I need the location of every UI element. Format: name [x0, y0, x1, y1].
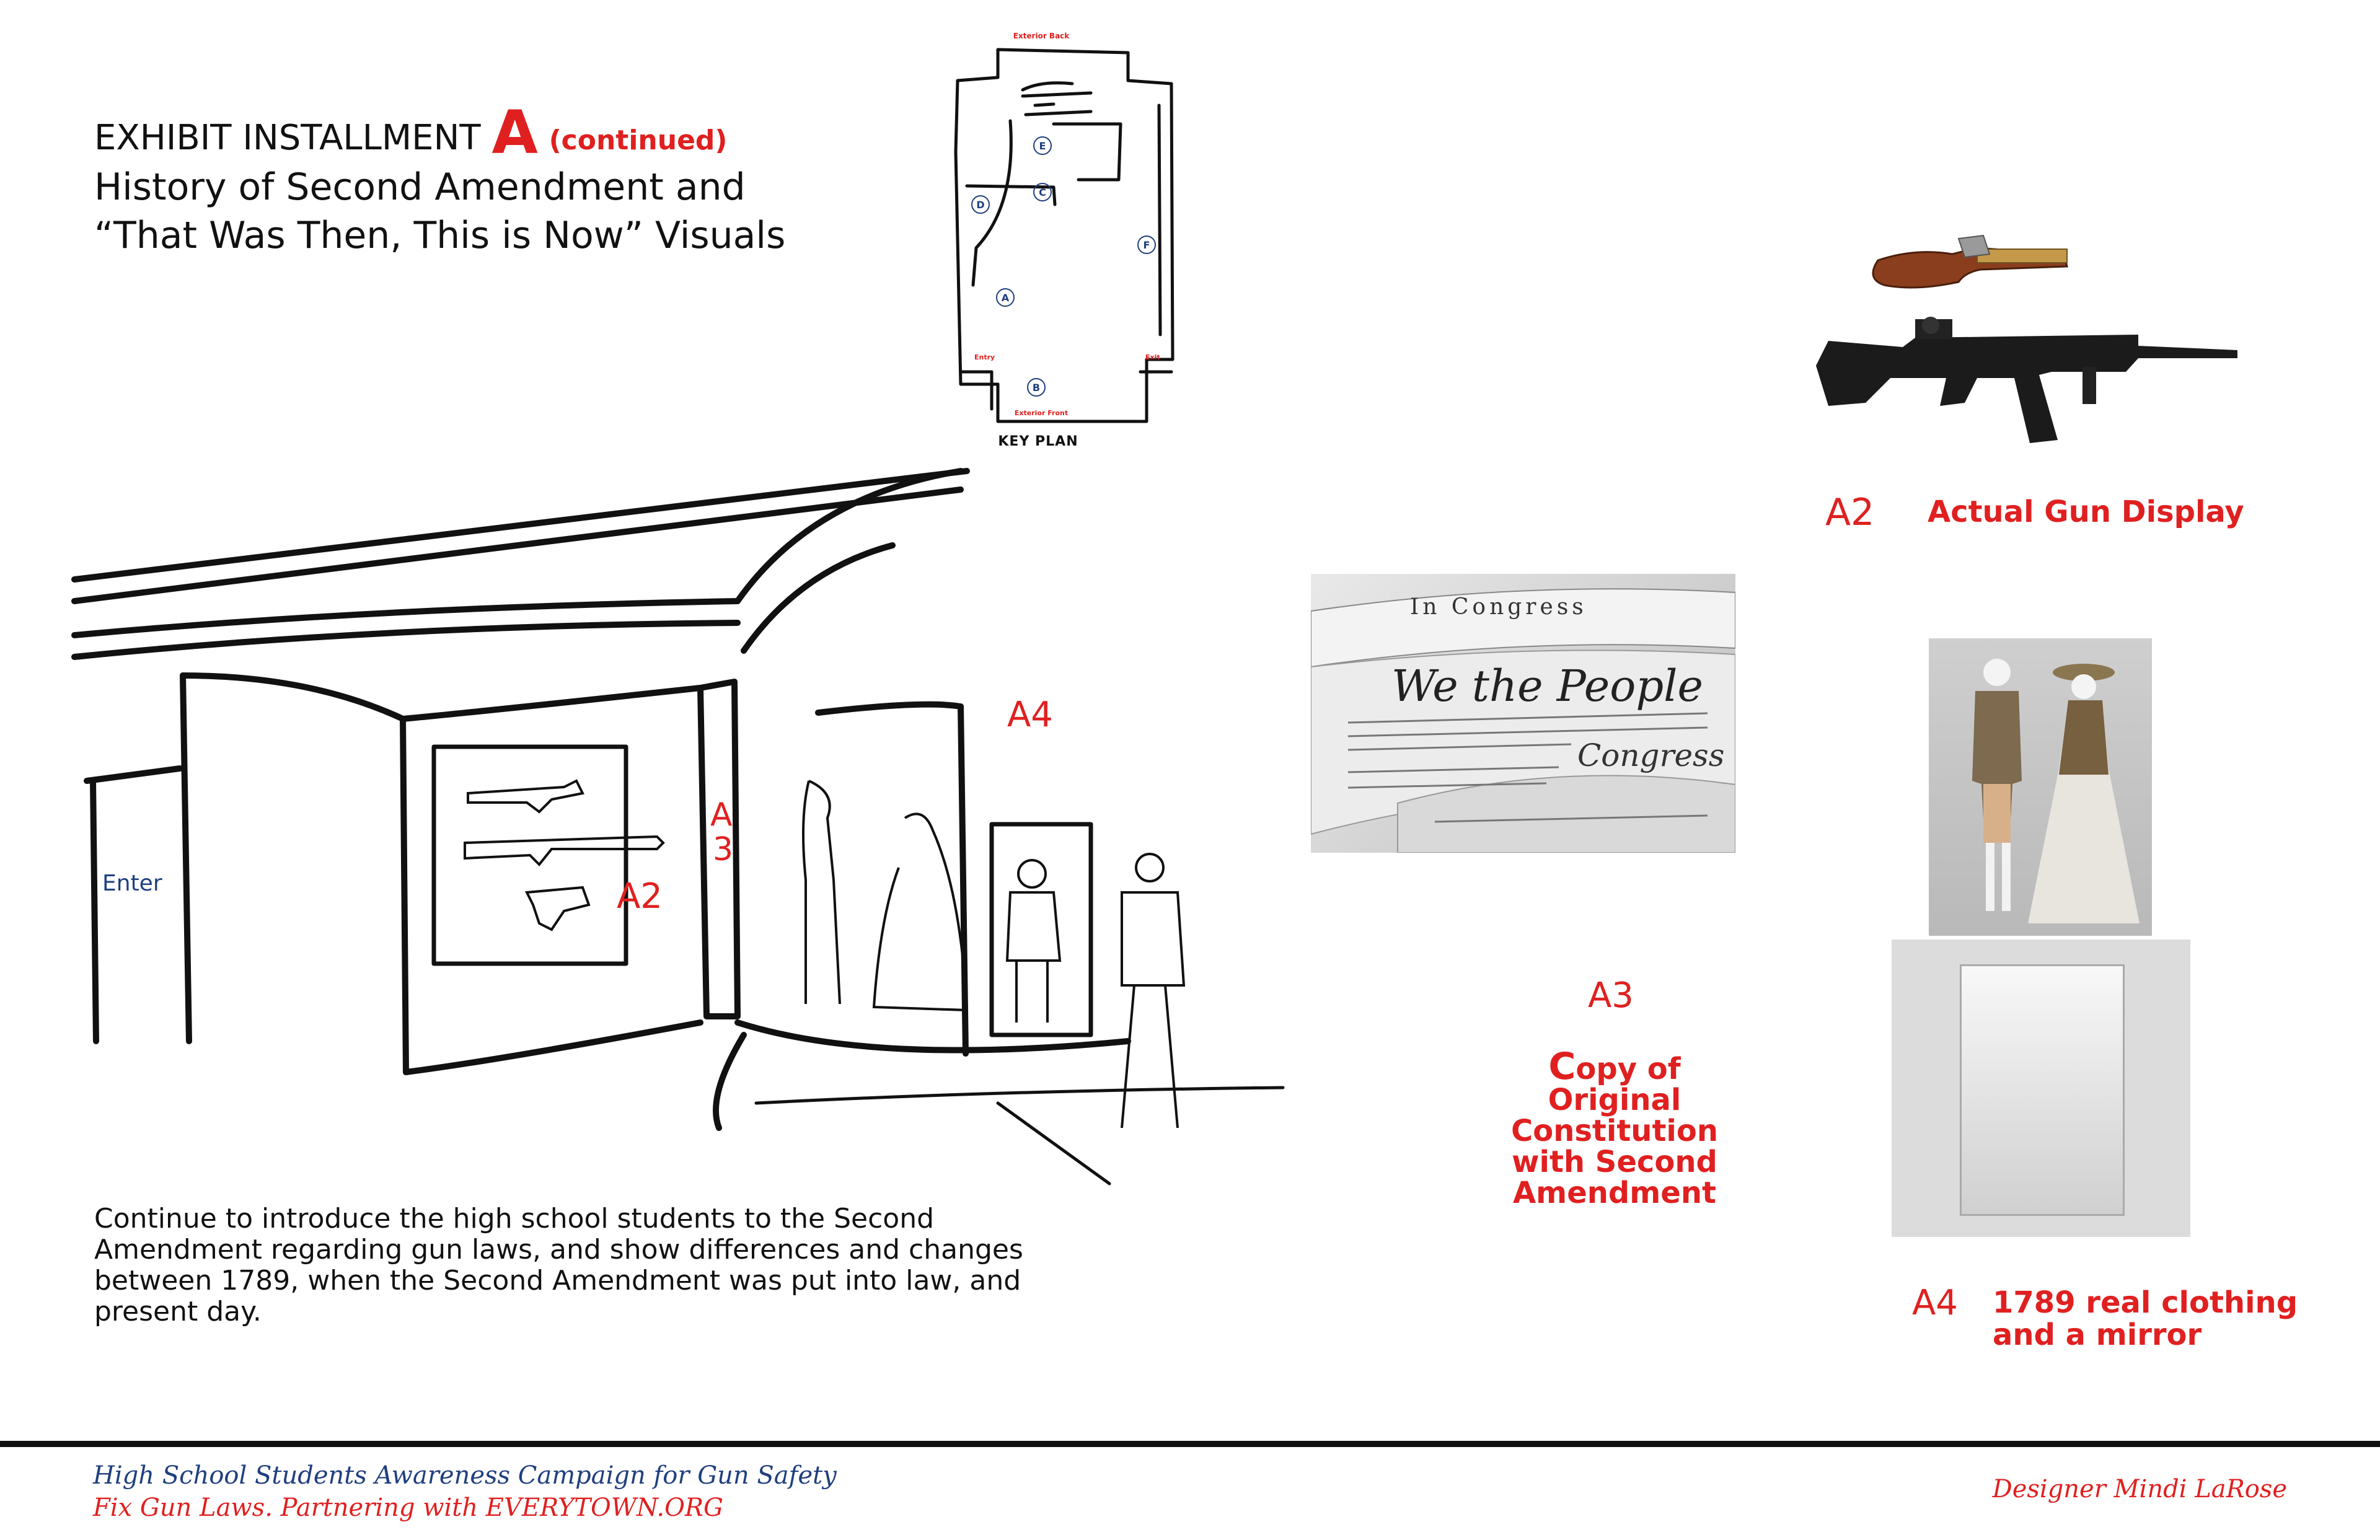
item-a4-code: A4: [1912, 1283, 1958, 1323]
item-a2-text: Actual Gun Display: [1928, 495, 2244, 529]
sketch-enter-label: Enter: [102, 871, 162, 896]
item-a3-initial: C: [1548, 1045, 1576, 1088]
constitution-we-the-people: We the People: [1391, 661, 1703, 711]
exhibit-description: Continue to introduce the high school students to the Second Amendment regarding gun laws, and show differences and changes between 1789, when the Second Amendment was put into law, and present day.: [94, 1203, 1023, 1327]
footer-partner: Fix Gun Laws. Partnering with EVERYTOWN.ORG: [93, 1494, 723, 1522]
svg-text:E: E: [1039, 140, 1046, 152]
svg-text:D: D: [976, 199, 985, 211]
constitution-photo: [1311, 574, 1735, 853]
item-a3-description: [1488, 1045, 1742, 1210]
key-plan-exit: Exit: [1145, 353, 1160, 361]
key-plan-diagram: [868, 25, 1190, 459]
constitution-in-congress: In Congress: [1410, 594, 1587, 620]
sketch-label-a3-line1: A: [710, 796, 733, 834]
exhibit-sketch: [68, 446, 1302, 1196]
flintlock-pistol-image: [1873, 235, 2067, 288]
key-plan-exterior-front: Exterior Front: [1014, 409, 1069, 417]
sketch-label-a3-line2: 3: [713, 831, 734, 868]
title-letter: A: [491, 98, 538, 167]
mirror-photo: [1892, 939, 2190, 1237]
item-a4-text: 1789 real clothing and a mirror: [1993, 1285, 2298, 1352]
sketch-label-a2: A2: [617, 876, 663, 917]
title-line-3: “That Was Then, This is Now” Visuals: [94, 214, 786, 257]
key-plan-marker-f: [1138, 236, 1155, 253]
footer-divider: [0, 1441, 2380, 1447]
svg-text:B: B: [1032, 382, 1041, 394]
title-continued: (continued): [549, 125, 728, 156]
key-plan-marker-d: [972, 196, 989, 213]
constitution-congress-script: Congress: [1577, 737, 1725, 773]
item-a3-text: opy of Original Constitution with Second Amendment: [1510, 1052, 1718, 1210]
mirror-image: [1960, 964, 2125, 1216]
gun-display-photo: [1791, 192, 2281, 452]
assault-rifle-image: [1816, 317, 2237, 443]
title-line-1: [94, 98, 900, 167]
key-plan-marker-e: [1034, 137, 1051, 154]
key-plan-entry: Entry: [974, 353, 995, 361]
svg-text:F: F: [1143, 239, 1150, 251]
key-plan-exterior-back: Exterior Back: [1013, 32, 1070, 40]
key-plan-label: KEY PLAN: [998, 434, 1078, 449]
footer-campaign: High School Students Awareness Campaign for Gun Safety: [93, 1461, 837, 1490]
svg-text:C: C: [1039, 187, 1046, 198]
key-plan-marker-c: [1034, 183, 1051, 201]
footer-designer: Designer Mindi LaRose: [1992, 1475, 2287, 1503]
exhibit-title: [94, 98, 900, 260]
key-plan-marker-b: [1028, 379, 1045, 396]
sketch-label-a4: A4: [1007, 695, 1053, 735]
item-a2-code: A2: [1825, 491, 1875, 534]
key-plan-marker-a: [997, 289, 1014, 306]
svg-text:A: A: [1001, 292, 1010, 304]
title-prefix: EXHIBIT INSTALLMENT: [94, 118, 481, 158]
title-line-2: History of Second Amendment and: [94, 165, 746, 209]
clothing-photo: [1929, 638, 2152, 936]
item-a3-code: A3: [1588, 975, 1634, 1016]
